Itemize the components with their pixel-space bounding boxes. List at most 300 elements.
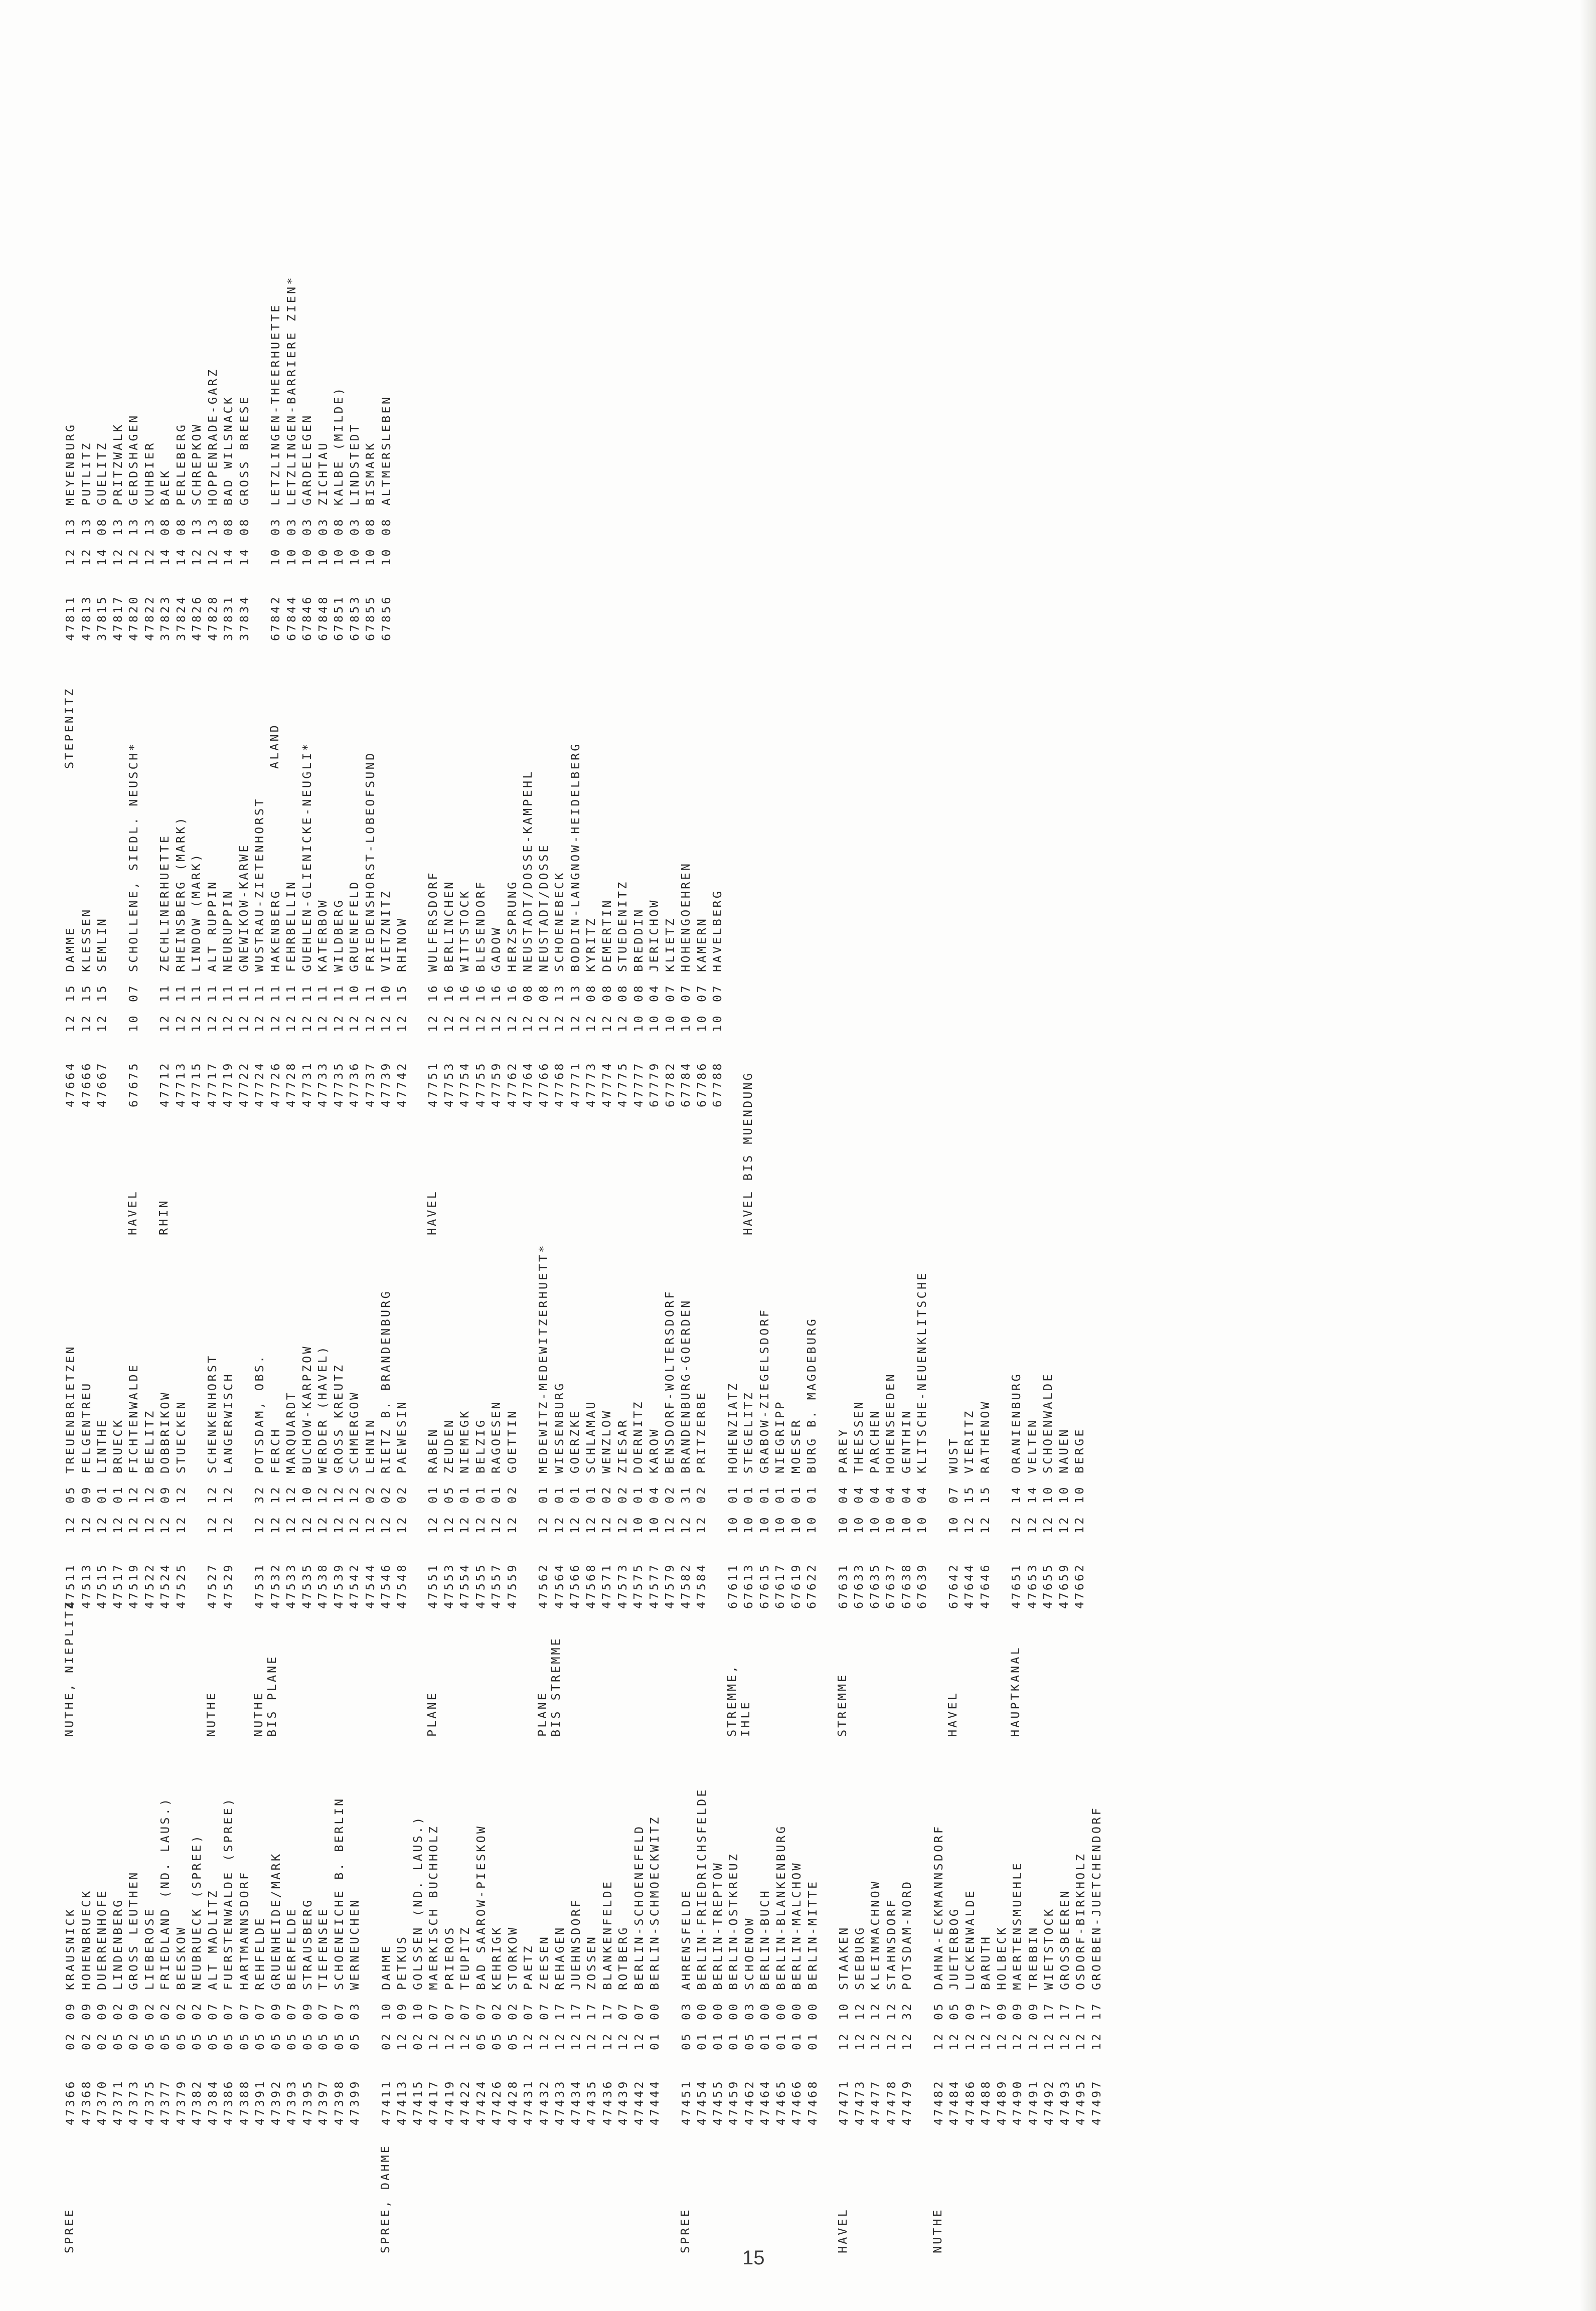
county-code: 07 — [537, 2002, 551, 2020]
station-row — [962, 1077, 978, 1609]
station-number: 47519 — [126, 1563, 140, 1609]
county-code: 17 — [553, 2002, 567, 2020]
station-row — [678, 1077, 694, 1609]
station-row — [221, 109, 237, 641]
county-code: 02 — [190, 2002, 204, 2020]
station-name: ZIESAR — [615, 1418, 629, 1473]
district-code: 12 — [979, 2032, 993, 2050]
district-code: 12 — [63, 1515, 77, 1534]
district-code: 02 — [126, 2032, 140, 2050]
station-row — [331, 109, 347, 641]
station-row — [315, 1077, 331, 1609]
station-number: 47490 — [1010, 2079, 1024, 2125]
station-name: GROSS KREUTZ — [331, 1363, 346, 1473]
station-number: 47379 — [174, 2079, 188, 2125]
station-name: BENSDORF-WOLTERSDORF — [663, 1289, 677, 1473]
station-name: DOBBRIKOW — [158, 1390, 172, 1473]
station-row — [299, 576, 315, 1107]
station-number: 47548 — [394, 1563, 409, 1609]
station-number: 47531 — [252, 1563, 266, 1609]
station-row — [189, 1594, 205, 2125]
county-code: 03 — [348, 2002, 362, 2020]
district-code: 05 — [158, 2032, 172, 2050]
station-number: 47434 — [568, 2079, 583, 2125]
station-row — [694, 1077, 710, 1609]
station-name: NIEGRIPP — [773, 1400, 787, 1473]
station-row — [647, 1077, 663, 1609]
county-code: 01 — [741, 1485, 755, 1504]
station-number: 47489 — [994, 2079, 1009, 2125]
station-name: KEHRIGK — [490, 1925, 504, 1990]
district-code: 12 — [363, 1014, 377, 1032]
station-row — [394, 1594, 410, 2125]
station-number: 67642 — [946, 1563, 961, 1609]
county-code: 01 — [426, 1485, 440, 1504]
county-code: 08 — [237, 517, 251, 536]
station-row — [647, 576, 663, 1107]
station-number: 47479 — [900, 2079, 914, 2125]
station-name: FUERSTENWALDE (SPREE) — [221, 1796, 235, 1990]
station-row — [174, 1594, 190, 2125]
river-name: SPREE, DAHME — [378, 2144, 392, 2253]
county-code: 01 — [773, 1485, 787, 1504]
county-code: 13 — [552, 983, 566, 1002]
station-row — [347, 109, 363, 641]
county-code: 11 — [315, 983, 330, 1002]
county-code: 01 — [552, 1485, 566, 1504]
district-code: 02 — [79, 2032, 93, 2050]
station-row — [505, 1077, 521, 1609]
station-number: 67851 — [332, 595, 346, 641]
county-code: 13 — [126, 517, 140, 536]
station-number: 47719 — [221, 1061, 235, 1107]
station-name: SCHOENWALDE — [1041, 1372, 1055, 1473]
station-row — [189, 109, 205, 641]
station-number: 67846 — [300, 595, 314, 641]
county-code: 07 — [694, 983, 709, 1002]
district-code: 12 — [1010, 2032, 1024, 2050]
district-code: 12 — [441, 1014, 456, 1032]
station-number: 47399 — [348, 2079, 362, 2125]
station-row — [157, 576, 173, 1107]
county-code: 15 — [63, 983, 77, 1002]
station-name: TEUPITZ — [458, 1925, 472, 1990]
county-code: 10 — [347, 983, 361, 1002]
district-code: 12 — [536, 1515, 550, 1534]
river-name: SPREE — [678, 2208, 692, 2253]
county-code: 03 — [315, 517, 330, 536]
station-number: 47822 — [142, 595, 156, 641]
station-number: 67633 — [852, 1563, 866, 1609]
station-row — [772, 1077, 788, 1609]
district-code: 05 — [300, 2032, 314, 2050]
county-code: 12 — [347, 1485, 361, 1504]
county-code: 07 — [616, 2002, 630, 2020]
district-code: 12 — [616, 2032, 630, 2050]
county-code: 13 — [63, 517, 77, 536]
county-code: 09 — [79, 2002, 93, 2020]
district-code: 12 — [79, 1014, 93, 1032]
district-code: 12 — [489, 1515, 503, 1534]
district-code: 12 — [473, 1014, 488, 1032]
district-code: 12 — [1072, 1515, 1086, 1534]
county-code: 12 — [868, 2002, 882, 2020]
county-code: 02 — [110, 2002, 125, 2020]
station-number: 67848 — [315, 595, 330, 641]
station-name: BERLIN-BUCH — [758, 1889, 772, 1990]
station-name: FRIEDLAND (ND. LAUS.) — [158, 1796, 172, 1990]
river-name: HAVEL — [945, 1691, 960, 1737]
county-code: 10 — [379, 2002, 393, 2020]
station-row — [899, 1077, 915, 1609]
district-code: 05 — [332, 2032, 346, 2050]
station-number: 47579 — [663, 1563, 677, 1609]
county-code: 13 — [79, 517, 93, 536]
station-row — [978, 1077, 994, 1609]
county-code: 11 — [205, 983, 219, 1002]
county-code: 32 — [900, 2002, 914, 2020]
station-number: 47422 — [458, 2079, 472, 2125]
station-name: VELTEN — [1025, 1418, 1039, 1473]
station-number: 47413 — [395, 2079, 409, 2125]
station-name: PETKUS — [395, 1934, 409, 1990]
district-code: 12 — [158, 1515, 172, 1534]
station-number: 47419 — [442, 2079, 456, 2125]
station-name: BREDDIN — [631, 907, 646, 972]
county-code: 15 — [978, 1485, 992, 1504]
district-code: 12 — [142, 547, 156, 566]
station-row — [710, 1594, 726, 2125]
station-number: 47751 — [426, 1061, 440, 1107]
county-code: 02 — [379, 1485, 393, 1504]
district-code: 10 — [363, 547, 377, 566]
station-row — [205, 576, 221, 1107]
district-code: 10 — [757, 1515, 771, 1534]
district-code: 01 — [805, 2032, 820, 2050]
station-row — [584, 1594, 600, 2125]
station-row — [142, 109, 158, 641]
station-name: KYRITZ — [584, 916, 598, 972]
county-code: 01 — [110, 1485, 125, 1504]
district-code: 14 — [221, 547, 235, 566]
station-number: 47370 — [95, 2079, 109, 2125]
station-name: PAETZ — [521, 1944, 535, 1990]
station-name: KLESSEN — [79, 907, 93, 972]
county-code: 08 — [615, 983, 629, 1002]
station-name: WERDER (HAVEL) — [315, 1345, 330, 1473]
station-row — [63, 109, 79, 641]
district-code: 12 — [678, 1515, 693, 1534]
district-code: 12 — [95, 1515, 109, 1534]
district-code: 12 — [568, 1014, 582, 1032]
station-name: BLANKENFELDE — [600, 1879, 614, 1990]
district-code: 10 — [631, 1014, 646, 1032]
station-number: 47566 — [568, 1563, 582, 1609]
county-code: 09 — [79, 1485, 93, 1504]
county-code: 12 — [221, 1485, 235, 1504]
county-code: 09 — [158, 1485, 172, 1504]
district-code: 10 — [647, 1014, 661, 1032]
county-code: 07 — [253, 2002, 267, 2020]
station-name: PERLEBERG — [174, 422, 188, 506]
river-name: RHIN — [156, 1199, 171, 1235]
district-code: 12 — [126, 1515, 140, 1534]
station-row — [552, 1077, 568, 1609]
station-row — [220, 576, 236, 1107]
river-group — [62, 109, 252, 769]
station-number: 47428 — [505, 2079, 520, 2125]
station-row — [694, 1594, 710, 2125]
county-code: 03 — [284, 517, 298, 536]
station-name: BERLIN-TREPTOW — [710, 1861, 725, 1990]
station-row — [315, 1594, 332, 2125]
station-number: 47393 — [284, 2079, 298, 2125]
county-code: 08 — [631, 983, 646, 1002]
river-group — [425, 576, 726, 1235]
county-code: 07 — [663, 983, 677, 1002]
station-row — [363, 109, 379, 641]
district-code: 12 — [505, 1014, 519, 1032]
station-number: 47766 — [536, 1061, 551, 1107]
station-name: HAKENBERG — [268, 889, 282, 972]
district-code: 10 — [741, 1515, 755, 1534]
station-number: 47522 — [142, 1563, 156, 1609]
county-code: 12 — [268, 1485, 282, 1504]
station-number: 47715 — [189, 1061, 203, 1107]
river-name: NUTHE BIS PLANE — [251, 1655, 279, 1737]
station-number: 47511 — [63, 1563, 77, 1609]
station-name: NAUEN — [1056, 1427, 1071, 1473]
station-row — [725, 1077, 741, 1609]
station-row — [1026, 1594, 1042, 2125]
station-number: 67788 — [710, 1061, 724, 1107]
river-group — [378, 1594, 663, 2253]
station-row — [615, 1077, 631, 1609]
station-number: 67617 — [773, 1563, 787, 1609]
district-code: 12 — [1026, 2032, 1040, 2050]
county-code: 03 — [679, 2002, 693, 2020]
station-number: 47813 — [79, 595, 93, 641]
station-number: 47497 — [1089, 2079, 1103, 2125]
station-number: 47533 — [284, 1563, 298, 1609]
district-code: 12 — [190, 547, 204, 566]
district-code: 12 — [521, 2032, 535, 2050]
station-name: ALT RUPPIN — [205, 880, 219, 972]
station-number: 47735 — [331, 1061, 346, 1107]
station-name: BERLIN-SCHMOECKWITZ — [648, 1815, 662, 1990]
river-name: PLANE BIS STREMME — [535, 1636, 563, 1737]
county-code: 08 — [363, 517, 377, 536]
station-name: NIEMEGK — [457, 1409, 471, 1473]
county-code: 15 — [962, 1485, 976, 1504]
district-code: 12 — [457, 1515, 471, 1534]
station-row — [315, 576, 331, 1107]
station-number: 47451 — [679, 2079, 693, 2125]
station-number: 47817 — [110, 595, 125, 641]
county-code: 11 — [284, 983, 298, 1002]
county-code: 15 — [79, 983, 93, 1002]
district-code: 12 — [599, 1515, 613, 1534]
station-row — [379, 1594, 395, 2125]
station-name: PRITZERBE — [694, 1390, 708, 1473]
station-row — [94, 1594, 110, 2125]
river-name: NUTHE — [930, 2208, 944, 2253]
station-number: 47811 — [63, 595, 77, 641]
station-row — [332, 1594, 348, 2125]
station-name: KRAUSNICK — [63, 1907, 77, 1990]
station-name: BAEK — [158, 468, 172, 506]
station-name: DAHNA-ECKMANNSDORF — [931, 1824, 945, 1990]
district-code: 12 — [900, 2032, 914, 2050]
district-code: 12 — [426, 1515, 440, 1534]
district-code: 12 — [63, 1014, 77, 1032]
station-number: 47742 — [394, 1061, 409, 1107]
station-row — [631, 576, 647, 1107]
station-number: 67856 — [379, 595, 393, 641]
county-code: 02 — [142, 2002, 156, 2020]
station-row — [363, 576, 379, 1107]
river-group — [535, 1077, 710, 1737]
station-name: RHINOW — [394, 916, 409, 972]
station-number: 37824 — [174, 595, 188, 641]
station-name: PAREY — [836, 1427, 850, 1473]
station-number: 47546 — [379, 1563, 393, 1609]
district-code: 10 — [647, 1515, 661, 1534]
county-code: 08 — [379, 517, 393, 536]
table-column-3 — [63, 576, 772, 1235]
station-name: KALBE (MILDE) — [332, 386, 346, 506]
station-number: 37815 — [95, 595, 109, 641]
station-name: NEURUPPIN — [221, 889, 235, 972]
river-name: STREMME — [835, 1673, 849, 1737]
county-code: 16 — [457, 983, 471, 1002]
station-number: 47551 — [426, 1563, 440, 1609]
station-number: 47553 — [441, 1563, 456, 1609]
county-code: 08 — [332, 517, 346, 536]
district-code: 12 — [694, 1515, 708, 1534]
station-name: GROSS LEUTHEN — [126, 1870, 140, 1990]
district-code: 12 — [615, 1014, 629, 1032]
river-group — [724, 1071, 820, 1737]
district-code: 12 — [347, 1014, 361, 1032]
station-name: DUERRENHOFE — [95, 1889, 109, 1990]
station-row — [788, 1077, 805, 1609]
station-number: 47666 — [79, 1061, 93, 1107]
river-name: HAVEL BIS MUENDUNG — [740, 1071, 755, 1235]
district-code: 12 — [553, 2032, 567, 2050]
station-number: 47568 — [583, 1563, 598, 1609]
table-column-1 — [62, 1594, 1120, 2253]
district-code: 12 — [441, 1515, 456, 1534]
station-row — [283, 576, 299, 1107]
station-name: KLIETZ — [663, 916, 677, 972]
district-code: 12 — [537, 2032, 551, 2050]
county-code: 00 — [773, 2002, 788, 2020]
county-code: 11 — [189, 983, 203, 1002]
station-row — [1056, 1077, 1072, 1609]
district-code: 12 — [157, 1014, 172, 1032]
station-row — [615, 1594, 631, 2125]
station-name: BERLIN-MITTE — [805, 1879, 820, 1990]
county-code: 11 — [236, 983, 251, 1002]
station-name: POTSDAM, OBS. — [252, 1354, 266, 1473]
district-code: 12 — [95, 1014, 109, 1032]
district-code: 12 — [205, 1014, 219, 1032]
station-number: 47515 — [95, 1563, 109, 1609]
station-row — [473, 576, 489, 1107]
station-row — [710, 576, 726, 1107]
station-number: 47667 — [95, 1061, 109, 1107]
station-row — [126, 1594, 142, 2125]
station-number: 47826 — [190, 595, 204, 641]
county-code: 16 — [426, 983, 440, 1002]
county-code: 14 — [1009, 1485, 1023, 1504]
station-number: 47582 — [678, 1563, 693, 1609]
station-number: 47415 — [410, 2079, 425, 2125]
station-name: BUCHOW-KARPZOW — [299, 1345, 314, 1473]
river-name: STREMME, IHLE — [724, 1664, 752, 1737]
station-number: 47524 — [158, 1563, 172, 1609]
district-code: 12 — [631, 2032, 646, 2050]
station-row — [520, 576, 536, 1107]
station-name: LINTHE — [95, 1418, 109, 1473]
county-code: 09 — [300, 2002, 314, 2020]
station-name: WULFERSDORF — [426, 871, 440, 972]
county-code: 04 — [852, 1485, 866, 1504]
station-name: LINDENBERG — [110, 1898, 125, 1990]
station-name: LANGERWISCH — [221, 1372, 235, 1473]
station-row — [299, 109, 315, 641]
district-code: 01 — [648, 2032, 662, 2050]
station-row — [568, 576, 584, 1107]
district-code: 14 — [174, 547, 188, 566]
county-code: 17 — [1042, 2002, 1056, 2020]
district-code: 12 — [221, 1014, 235, 1032]
district-code: 10 — [710, 1014, 724, 1032]
station-number: 47495 — [1073, 2079, 1087, 2125]
station-name: ZECHLINERHUETTE — [157, 834, 172, 972]
county-code: 07 — [442, 2002, 456, 2020]
county-code: 07 — [679, 983, 693, 1002]
county-code: 04 — [647, 1485, 661, 1504]
station-name: LUCKENWALDE — [963, 1889, 977, 1990]
county-code: 04 — [836, 1485, 850, 1504]
station-number: 47584 — [694, 1563, 708, 1609]
district-code: 12 — [1041, 1515, 1055, 1534]
station-row — [142, 1077, 158, 1609]
station-row — [600, 1594, 616, 2125]
district-code: 12 — [315, 1515, 330, 1534]
district-code: 12 — [962, 1515, 976, 1534]
station-number: 47491 — [1026, 2079, 1040, 2125]
district-code: 12 — [221, 1515, 235, 1534]
county-code: 01 — [457, 1485, 471, 1504]
station-row — [631, 1594, 648, 2125]
district-code: 05 — [679, 2032, 693, 2050]
district-code: 10 — [663, 1014, 677, 1032]
station-name: RHEINSBERG (MARK) — [173, 815, 188, 972]
county-code: 12 — [126, 1485, 140, 1504]
table-column-4 — [62, 109, 410, 769]
station-number: 67855 — [363, 595, 377, 641]
district-code: 05 — [490, 2032, 504, 2050]
station-row — [94, 1077, 110, 1609]
station-number: 47774 — [599, 1061, 614, 1107]
county-code: 01 — [725, 1485, 740, 1504]
station-name: BLESENDORF — [473, 880, 488, 972]
station-name: WILDBERG — [331, 898, 346, 972]
river-group — [251, 1077, 410, 1737]
